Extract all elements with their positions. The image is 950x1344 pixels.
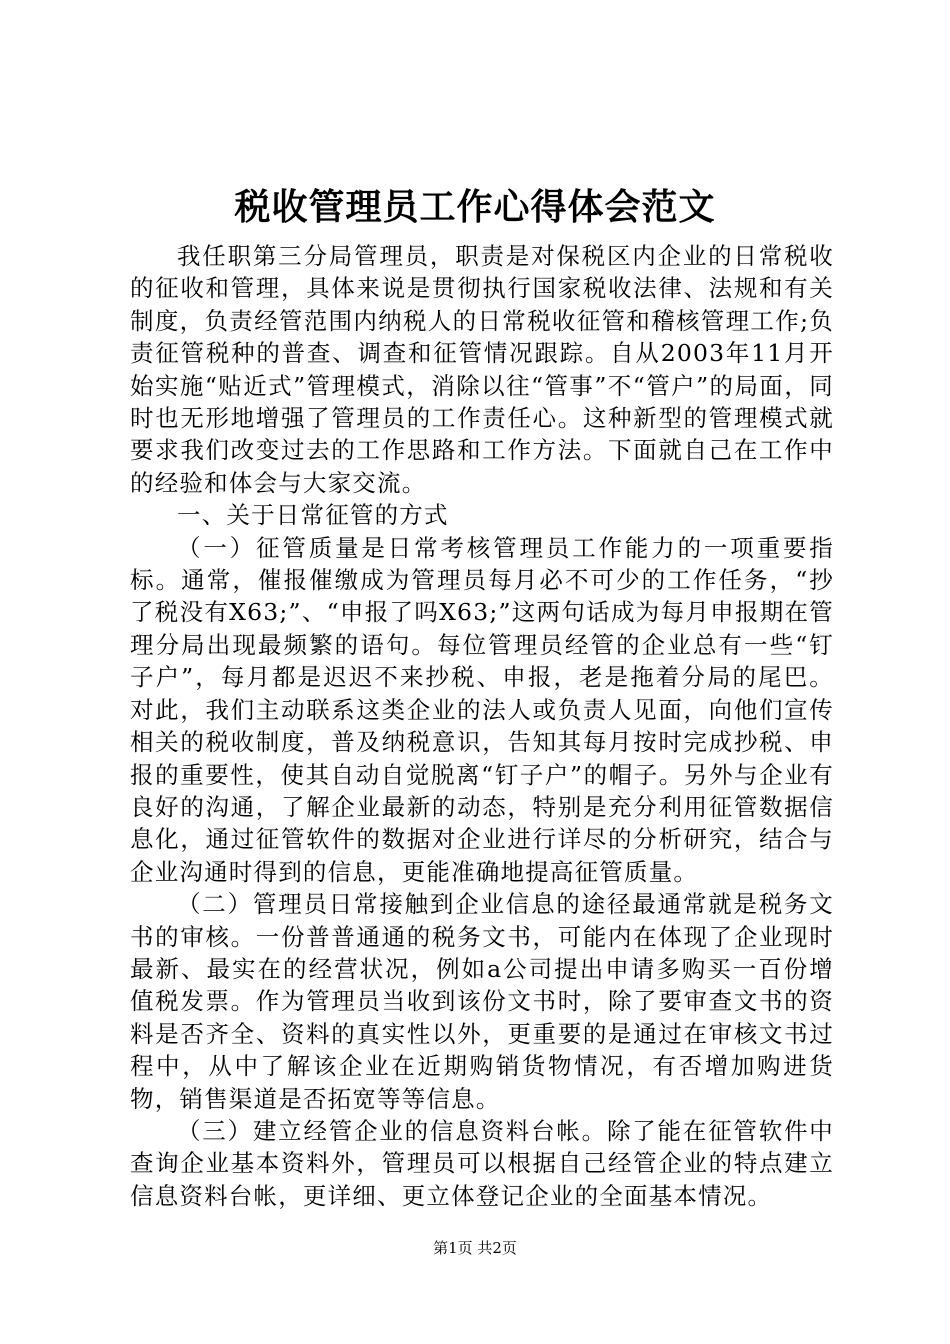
- paragraph-item-1: （一）征管质量是日常考核管理员工作能力的一项重要指标。通常，催报催缴成为管理员每月必不可少的工作任务，“抄了税没有X63;”、“申报了吗X63;”这两句话成为每月申报期在管理分局出现最频繁的语句。每位管理员经管的企业总有一些“钉子户”，每月都是迟迟不来抄税、申报，老是拖着分局的尾巴。对此，我们主动联系这类企业的法人或负责人见面，向他们宣传相关的税收制度，普及纳税意识，告知其每月按时完成抄税、申报的重要性，使其自动自觉脱离“钉子户”的帽子。另外与企业有良好的沟通，了解企业最新的动态，特别是充分利用征管数据信息化，通过征管软件的数据对企业进行详尽的分析研究，结合与企业沟通时得到的信息，更能准确地提高征管质量。: [130, 533, 834, 886]
- paragraph-intro: 我任职第三分局管理员，职责是对保税区内企业的日常税收的征收和管理，具体来说是贯彻执行国家税收法律、法规和有关制度，负责经管范围内纳税人的日常税收征管和稽核管理工作;负责征管税种的普查、调查和征管情况跟踪。自从2003年11月开始实施“贴近式”管理模式，消除以往“管事”不“管户”的局面，同时也无形地增强了管理员的工作责任心。这种新型的管理模式就要求我们改变过去的工作思路和工作方法。下面就自己在工作中的经验和体会与大家交流。: [130, 242, 834, 497]
- paragraph-item-3: （三）建立经管企业的信息资料台帐。除了能在征管软件中查询企业基本资料外，管理员可以根据自己经管企业的特点建立信息资料台帐，更详细、更立体登记企业的全面基本情况。: [130, 1116, 834, 1210]
- paragraph-item-2: （二）管理员日常接触到企业信息的途径最通常就是税务文书的审核。一份普普通通的税务文书，可能内在体现了企业现时最新、最实在的经营状况，例如a公司提出申请多购买一百份增值税发票。作为管理员当收到该份文书时，除了要审查文书的资料是否齐全、资料的真实性以外，更重要的是通过在审核文书过程中，从中了解该企业在近期购销货物情况，有否增加购进货物，销售渠道是否拓宽等等信息。: [130, 890, 834, 1113]
- page-footer: 第1页 共2页: [433, 1239, 517, 1257]
- document-body: [130, 240, 834, 1212]
- document-title: 税收管理员工作心得体会范文: [234, 187, 716, 228]
- section-heading: 一、关于日常征管的方式: [177, 501, 449, 530]
